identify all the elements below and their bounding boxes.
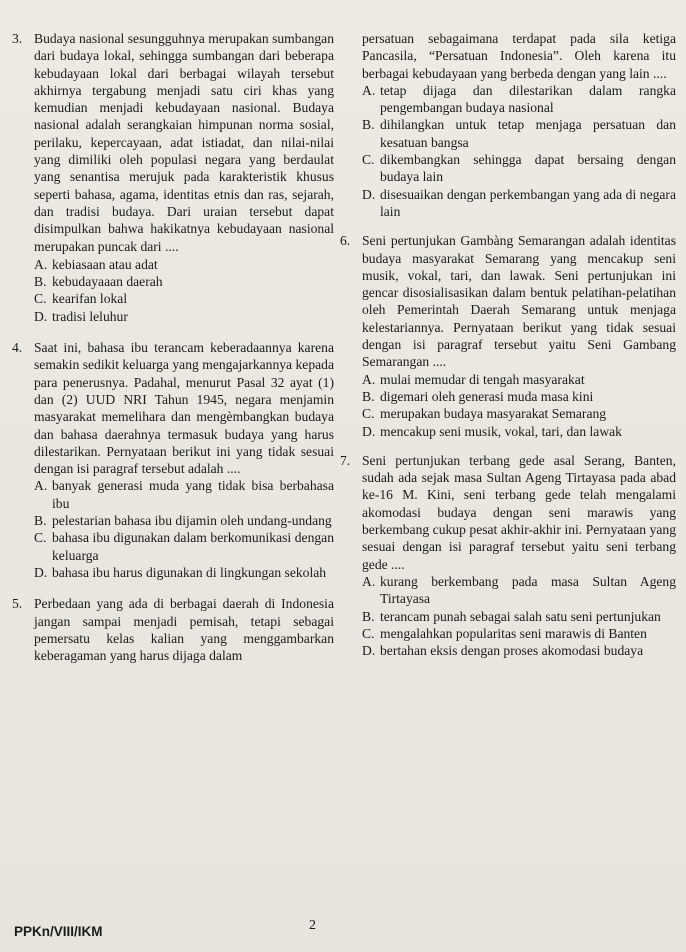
- question-number: 7.: [340, 452, 351, 468]
- option-b[interactable]: B. pelestarian bahasa ibu dijamin oleh undang-undang: [34, 513, 332, 529]
- question-6: [340, 232, 676, 440]
- question-text-continued: persatuan sebagaimana terdapat pada sila ketiga Pancasila, “Persatuan Indonesia”. Oleh karena itu berbagai kebudayaan yang berbeda dengan yang lain ....: [362, 31, 676, 81]
- option-d[interactable]: D. bertahan eksis dengan proses akomodasi budaya: [362, 643, 644, 659]
- option-a[interactable]: A. kebiasaan atau adat: [34, 256, 158, 272]
- left-column: [12, 30, 334, 672]
- option-c[interactable]: C. bahasa ibu digunakan dalam berkomunikasi dengan keluarga: [34, 530, 334, 563]
- footer-subject-code: PPKn/VIII/IKM: [14, 924, 103, 939]
- question-7: [340, 452, 676, 660]
- option-b[interactable]: B. dihilangkan untuk tetap menjaga persatuan dan kesatuan bangsa: [362, 117, 676, 150]
- question-number: 3.: [12, 31, 23, 46]
- option-c[interactable]: C. dikembangkan sehingga dapat bersaing dengan budaya lain: [362, 152, 676, 185]
- option-b[interactable]: B. terancam punah sebagai salah satu seni pertunjukan: [362, 608, 661, 624]
- option-c[interactable]: C. kearifan lokal: [34, 291, 128, 307]
- question-number: 5.: [12, 596, 23, 612]
- question-text: Seni pertunjukan terbang gede asal Serang, Banten, sudah ada sejak masa Sultan Ageng Tirtayasa pada abad ke-16 M. Kini, seni terbang gede telah mengalami akomodasi budaya dengan seni marawis yang berkembang cukup pesat akhir-akhir ini. Pernyataan yang sesuai dengan isi paragraf tersebut yaitu seni terbang gede ....: [362, 452, 676, 572]
- question-5-continued: [340, 30, 676, 220]
- question-number: 4.: [12, 340, 23, 356]
- question-text: Perbedaan yang ada di berbagai daerah di Indonesia jangan sampai menjadi pemisah, tetapi sebagai pemersatu kelas kalian yang menggambarkan keberagaman yang harus dijaga dalam: [34, 596, 334, 664]
- question-text: Saat ini, bahasa ibu terancam keberadaannya karena semakin sedikit keluarga yang mengajarkannya kepada para penerusnya. Padahal, menurut Pasal 32 ayat (1) dan (2) UUD NRI Tahun 1945, negara menjamin masyarakat memelihara dan mengèmbangkan budaya dan bahasa daerahnya termasuk budaya yang harus dilestarikan. Pernyataan berikut ini yang tidak sesuai dengan isi paragraf tersebut adalah ....: [34, 340, 334, 477]
- question-text: Budaya nasional sesungguhnya merupakan sumbangan dari budaya lokal, sehingga sumbangan dari beberapa kebudayaan lokal dari berbagai wilayah tersebut akhirnya tergabung menjadi satu ciri khas yang kemudian menjadi kebudayaan nasional. Budaya nasional adalah serangkaian himpunan norma sosial, perilaku, kepercayaan, adat istiadat, dan nilai-nilai yang dimiliki oleh populasi negara yang berdaulat yang senantisa merujuk pada karakteristik khusus seperti bahasa, agama, identitas etnis dan ras, sejarah, dan tradisi budaya. Dari uraian tersebut dapat disimpulkan bahwa hakikatnya kebudayaan nasional merupakan puncak dari ....: [34, 31, 334, 254]
- option-d[interactable]: D. mencakup seni musik, vokal, tari, dan lawak: [362, 423, 622, 439]
- option-a[interactable]: A. banyak generasi muda yang tidak bisa berbahasa ibu: [34, 478, 334, 511]
- option-d[interactable]: D. disesuaikan dengan perkembangan yang ada di negara lain: [362, 186, 676, 219]
- option-d[interactable]: D. tradisi leluhur: [34, 308, 128, 324]
- option-b[interactable]: B. kebudayaaan daerah: [34, 274, 163, 290]
- question-number: 6.: [340, 233, 351, 249]
- question-text: Seni pertunjukan Gambàng Semarangan adalah identitas budaya masyarakat Semarang yang mencakup seni musik, vokal, tari, dan lawak. Seni pertunjukan ini gencar disosialisasikan dalam bentuk pelatihan-pelatihan oleh Pemerintah Daerah Semarang untuk menjaga kelestariannya. Pernyataan berikut yang tidak sesuai dengan isi paragraf tersebut yaitu Seni Gambang Semarangan ....: [362, 233, 676, 370]
- right-column: [340, 30, 676, 667]
- question-4: [12, 339, 334, 581]
- question-5: [12, 595, 334, 664]
- option-a[interactable]: A. mulai memudar di tengah masyarakat: [362, 371, 585, 387]
- option-d[interactable]: D. bahasa ibu harus digunakan di lingkungan sekolah: [34, 564, 327, 580]
- page-number: 2: [309, 918, 316, 933]
- option-c[interactable]: C. mengalahkan popularitas seni marawis di Banten: [362, 625, 647, 641]
- option-c[interactable]: C. merupakan budaya masyarakat Semarang: [362, 406, 607, 422]
- option-b[interactable]: B. digemari oleh generasi muda masa kini: [362, 388, 594, 404]
- option-a[interactable]: A. tetap dijaga dan dilestarikan dalam rangka pengembangan budaya nasional: [362, 82, 676, 116]
- question-3: [12, 30, 334, 325]
- option-a[interactable]: A. kurang berkembang pada masa Sultan Ageng Tirtayasa: [362, 573, 676, 607]
